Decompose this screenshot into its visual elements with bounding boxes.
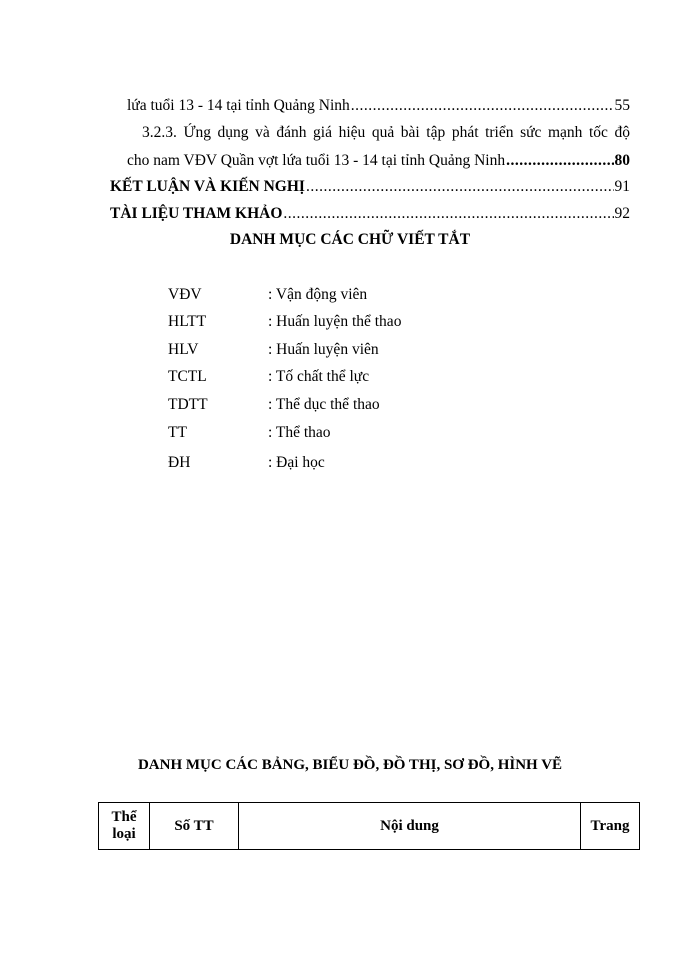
figures-list-title: DANH MỤC CÁC BẢNG, BIỂU ĐỒ, ĐỒ THỊ, SƠ ĐỒ, HÌNH VẼ: [137, 757, 563, 773]
abbreviation-code: ĐH: [168, 454, 191, 471]
toc-entry-page: 80: [614, 152, 630, 169]
toc-entry-text: 3.2.3. Ứng dụng và đánh giá hiệu quả bài tập phát triển sức mạnh tốc độ: [142, 124, 630, 141]
figures-list-table: [98, 802, 640, 850]
column-header-type: Thể loại: [99, 803, 150, 850]
abbreviation-definition: : Huấn luyện viên: [268, 341, 379, 358]
abbreviations-title: DANH MỤC CÁC CHỮ VIẾT TẮT: [229, 231, 471, 248]
abbreviation-code: TCTL: [168, 368, 207, 385]
column-header-page: Trang: [581, 803, 640, 850]
toc-entry-page: 92: [614, 205, 630, 222]
toc-leader-dots: [351, 97, 614, 115]
abbreviation-code: TDTT: [168, 396, 208, 413]
abbreviation-definition: : Vận động viên: [268, 286, 368, 303]
toc-entry-page: 91: [614, 178, 630, 195]
toc-entry: [110, 205, 630, 223]
abbreviation-code: HLTT: [168, 313, 207, 330]
abbreviation-definition: : Tố chất thể lực: [268, 368, 370, 385]
abbreviation-definition: : Đại học: [268, 454, 325, 471]
toc-entry-text: lứa tuổi 13 - 14 tại tỉnh Quảng Ninh: [127, 97, 350, 114]
abbreviation-code: TT: [168, 424, 187, 441]
toc-entry-text: KẾT LUẬN VÀ KIẾN NGHỊ: [110, 178, 305, 195]
abbreviation-code: HLV: [168, 341, 199, 358]
abbreviation-row: [168, 286, 367, 304]
toc-entry: [127, 97, 630, 115]
abbreviation-row: [168, 313, 401, 331]
column-header-number: Số TT: [150, 803, 239, 850]
abbreviation-row: [168, 454, 325, 472]
abbreviation-row: [168, 396, 380, 414]
abbreviation-definition: : Thể thao: [268, 424, 331, 441]
table-header-row: [99, 803, 640, 850]
toc-leader-dots: [506, 152, 613, 170]
toc-entry-text: TÀI LIỆU THAM KHẢO: [110, 205, 283, 222]
abbreviation-row: [168, 341, 379, 359]
abbreviation-row: [168, 368, 369, 386]
toc-entry-page: 55: [614, 97, 630, 114]
abbreviation-definition: : Huấn luyện thể thao: [268, 313, 402, 330]
abbreviation-code: VĐV: [168, 286, 202, 303]
toc-entry: [127, 152, 630, 170]
abbreviation-definition: : Thể dục thể thao: [268, 396, 380, 413]
column-header-content: Nội dung: [239, 803, 581, 850]
toc-leader-dots: [283, 205, 613, 223]
toc-entry-text: cho nam VĐV Quần vợt lứa tuổi 13 - 14 tại tỉnh Quảng Ninh: [127, 152, 506, 169]
toc-entry: [110, 178, 630, 196]
abbreviation-row: [168, 424, 331, 442]
toc-leader-dots: [306, 178, 614, 196]
